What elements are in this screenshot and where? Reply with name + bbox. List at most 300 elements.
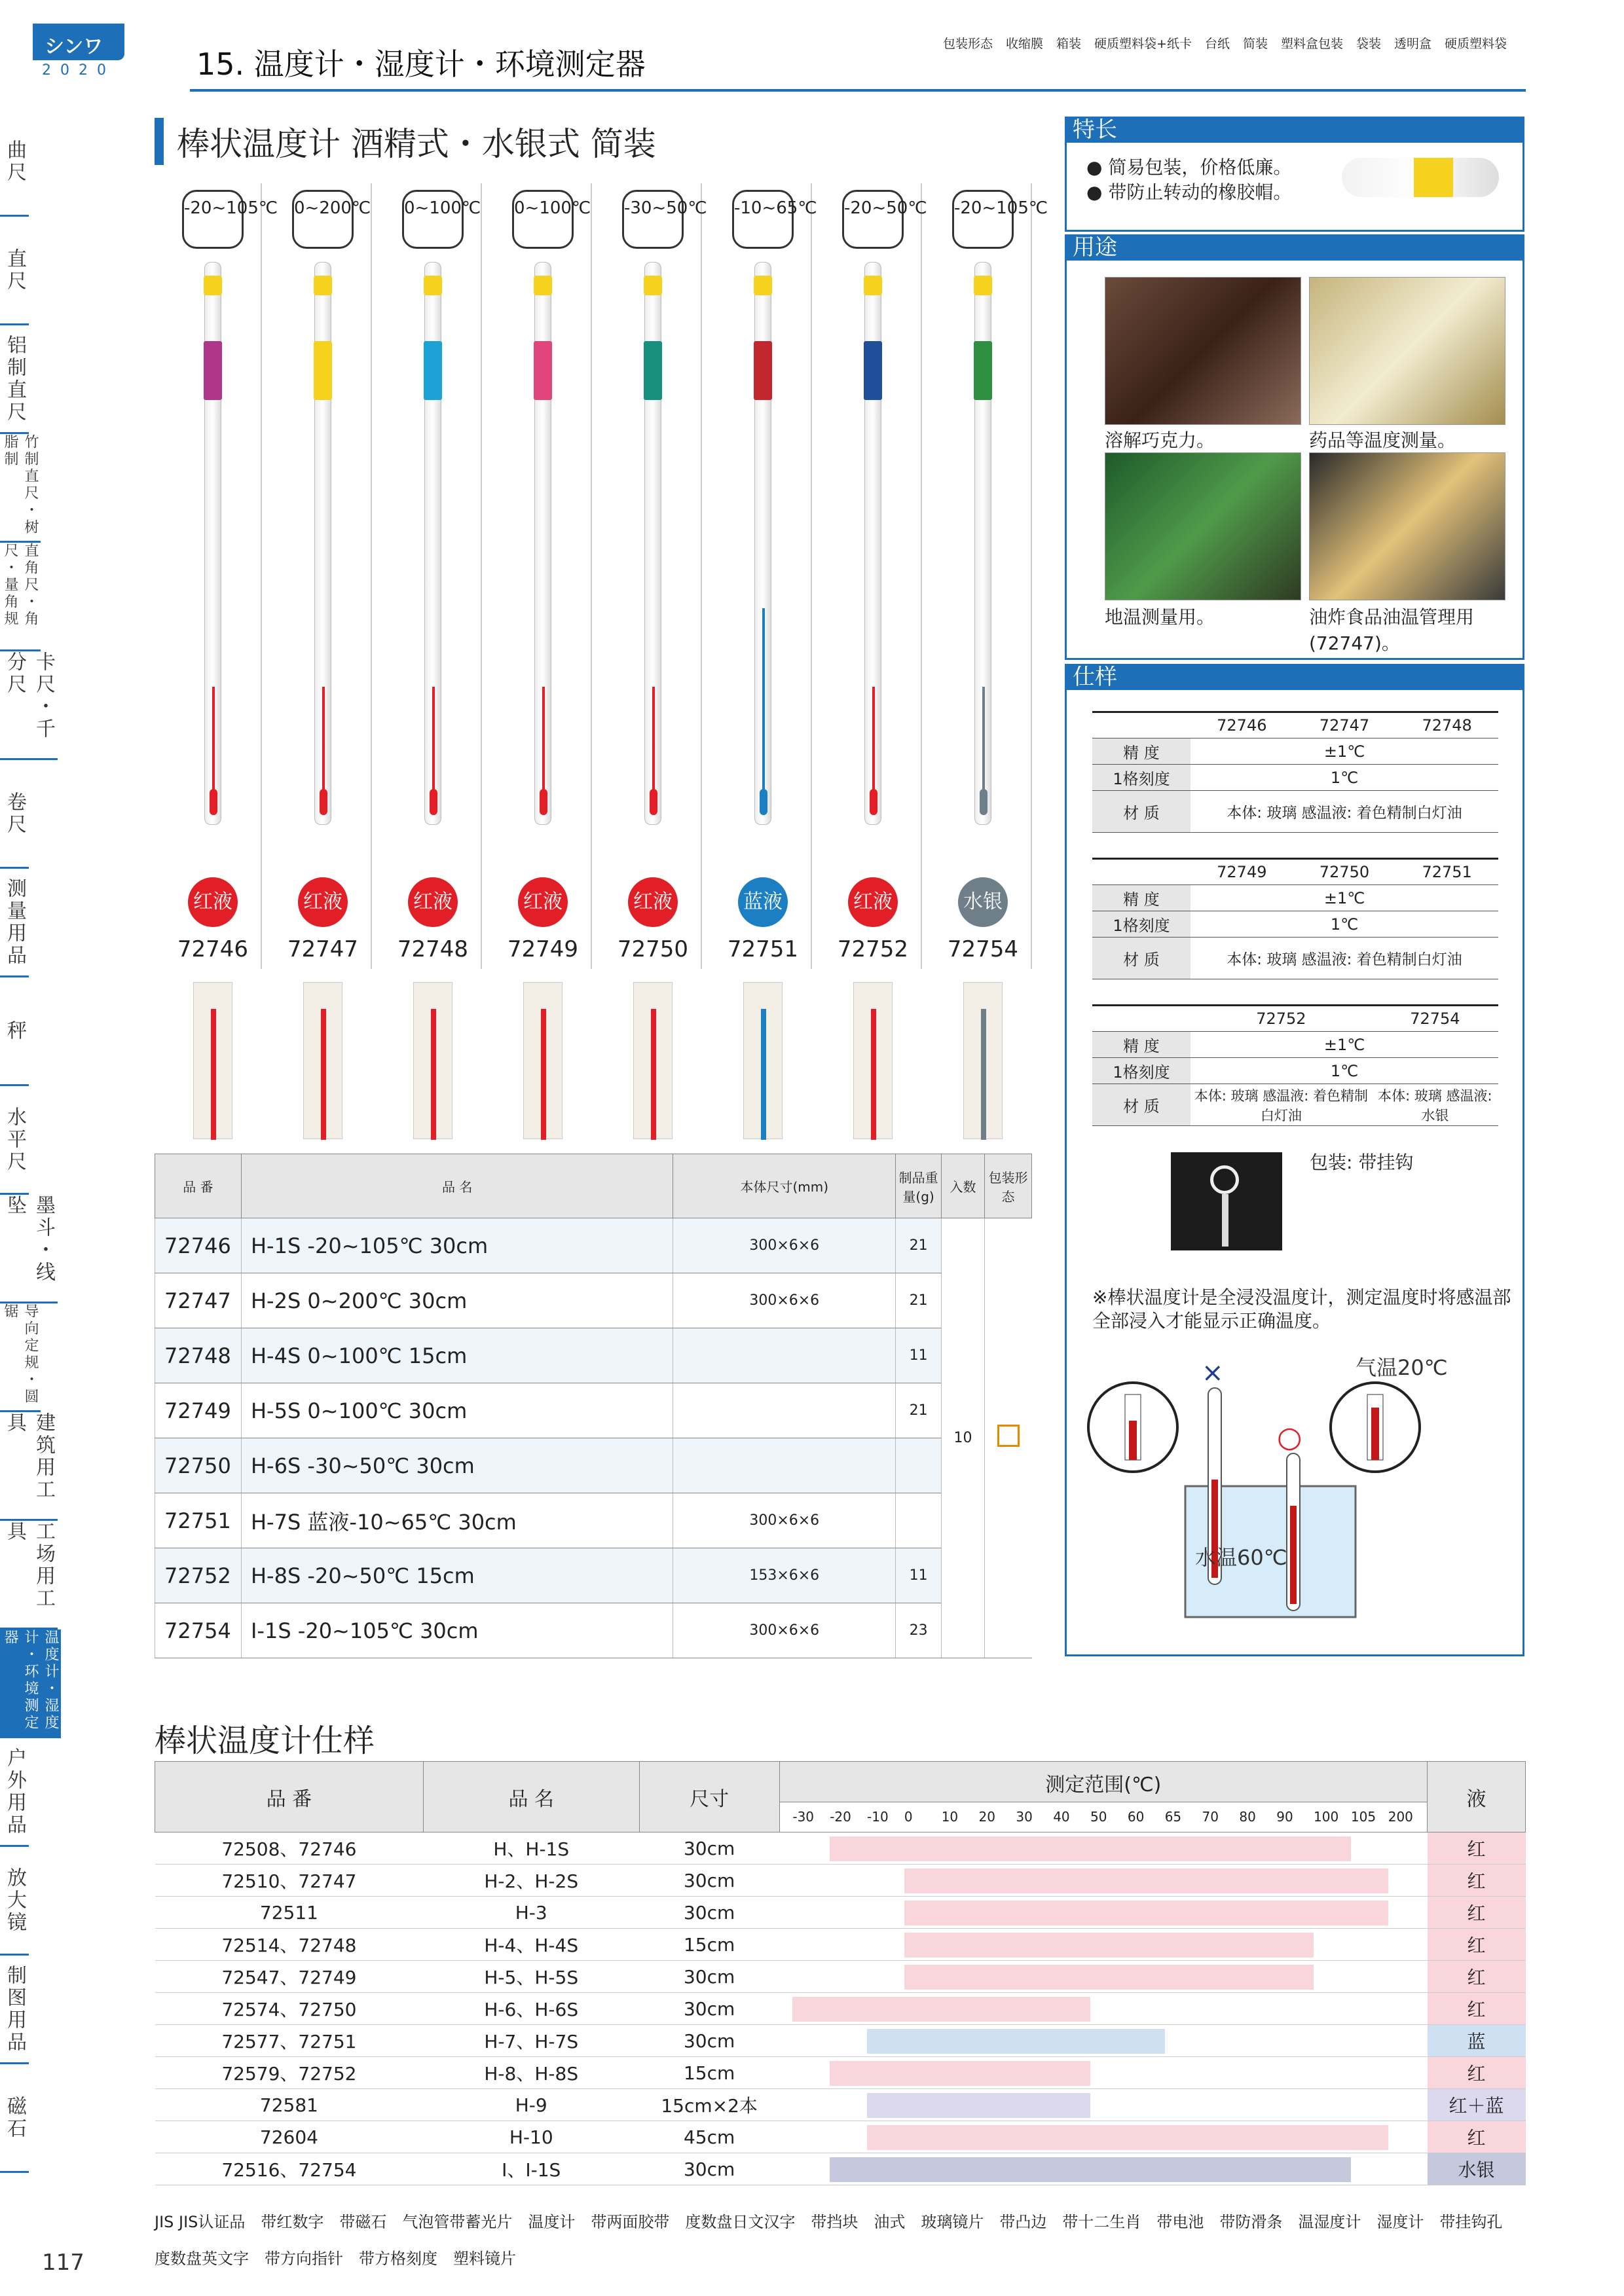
footer-legend-item: 带方格刻度 <box>359 2250 437 2268</box>
range-name: H-10 <box>423 2121 639 2153</box>
spec-table-1 <box>1092 711 1498 833</box>
range-size: 30cm <box>639 2025 779 2057</box>
range-tick: 200 <box>1388 1809 1413 1825</box>
sidebar-item[interactable]: 卡尺・千分尺 <box>0 651 58 760</box>
scale-closeup <box>743 982 783 1139</box>
range-bar <box>830 2061 1090 2086</box>
footer-legend-item: 油式 <box>874 2213 906 2231</box>
range-name: H-5、H-5S <box>423 1961 639 1993</box>
range-bar-cell <box>779 2153 1427 2185</box>
spec-value: 1℃ <box>1190 911 1498 938</box>
range-liquid: 红 <box>1428 1993 1526 2025</box>
range-row <box>155 1993 1526 2025</box>
range-size: 30cm <box>639 1832 779 1865</box>
product-row <box>155 1493 1032 1548</box>
sidebar-item[interactable]: 直尺 <box>0 217 29 325</box>
range-liquid: 红 <box>1428 1929 1526 1961</box>
range-row <box>155 2057 1526 2089</box>
range-code: 72516、72754 <box>155 2153 424 2185</box>
packaging-legend-item: 包装形态 <box>943 37 993 51</box>
range-size: 30cm <box>639 1961 779 1993</box>
range-code: 72577、72751 <box>155 2025 424 2057</box>
thermometer-item <box>824 183 927 969</box>
range-tick: -30 <box>792 1809 815 1825</box>
footer-legend-item: JIS JIS认证品 <box>155 2213 246 2231</box>
range-liquid: 红 <box>1428 1865 1526 1897</box>
range-code: 72547、72749 <box>155 1961 424 1993</box>
range-tick: 70 <box>1202 1809 1219 1825</box>
row-qty: 10 <box>942 1218 985 1658</box>
packaging-legend-item: 台纸 <box>1204 37 1230 51</box>
range-row <box>155 2121 1526 2153</box>
range-liquid: 红 <box>1428 2121 1526 2153</box>
product-code: 72751 <box>727 936 799 962</box>
spec-col: 72748 <box>1395 712 1498 738</box>
range-tick: 20 <box>978 1809 995 1825</box>
range-tick: 50 <box>1090 1809 1107 1825</box>
wrong-mark: × <box>1202 1358 1224 1388</box>
range-code: 72510、72747 <box>155 1865 424 1897</box>
thermometer-item <box>384 183 482 969</box>
footer-legend-item: 带两面胶带 <box>591 2213 670 2231</box>
sidebar-item[interactable]: 水平尺 <box>0 1086 29 1195</box>
footer-legend-item: 带方向指针 <box>265 2250 343 2268</box>
uses-heading: 用途 <box>1065 234 1524 261</box>
spec-col: 72751 <box>1395 859 1498 885</box>
features-heading: 特长 <box>1065 117 1524 143</box>
packaging-legend-item: 硬质塑料袋 <box>1445 37 1507 51</box>
packaging-legend-item: 简装 <box>1242 37 1268 51</box>
product-code: 72749 <box>507 936 579 962</box>
range-code: 72511 <box>155 1897 424 1929</box>
range-badge: -10~65℃ <box>732 190 794 249</box>
spec-value: ±1℃ <box>1190 738 1498 765</box>
col-code: 品 番 <box>155 1154 242 1218</box>
spec-col: 72754 <box>1372 1006 1498 1032</box>
row-code: 72747 <box>155 1273 242 1328</box>
immersion-diagram <box>1080 1349 1513 1637</box>
range-size: 30cm <box>639 1993 779 2025</box>
row-name: H-4S 0~100℃ 15cm <box>241 1328 673 1383</box>
range-bar <box>867 2125 1388 2150</box>
liquid-badge: 红液 <box>298 877 348 927</box>
spec-value: 本体: 玻璃 感温液: 水银 <box>1372 1084 1498 1126</box>
sidebar-item[interactable]: 竹制直尺・树脂制 <box>0 434 41 543</box>
spec-label: 精 度 <box>1092 1032 1190 1058</box>
range-row <box>155 1929 1526 1961</box>
sidebar-item[interactable]: 工场用工具 <box>0 1521 58 1630</box>
thermometer-tube <box>644 262 661 825</box>
photo-chocolate <box>1105 277 1301 425</box>
range-size: 30cm <box>639 1897 779 1929</box>
row-size <box>673 1328 896 1383</box>
hook-packing-photo <box>1171 1152 1282 1250</box>
liquid-badge: 红液 <box>848 877 898 927</box>
spec-value: 本体: 玻璃 感温液: 着色精制白灯油 <box>1190 938 1498 979</box>
row-size: 300×6×6 <box>673 1493 896 1548</box>
range-tick: 65 <box>1164 1809 1182 1825</box>
thermometer-item <box>714 183 817 969</box>
thermometer-item <box>164 183 278 969</box>
range-name: I、I-1S <box>423 2153 639 2185</box>
liquid-badge: 红液 <box>518 877 568 927</box>
range-name: H-8、H-8S <box>423 2057 639 2089</box>
row-name: H-1S -20~105℃ 30cm <box>241 1218 673 1273</box>
range-col-range: 测定范围(℃) -30 -20 -10 0 10 20 30 40 50 60 65 70 80 90 100 105 200 <box>779 1762 1427 1832</box>
feature-item: ● 带防止转动的橡胶帽。 <box>1086 181 1292 203</box>
range-tick: -20 <box>830 1809 851 1825</box>
spec-value: 本体: 玻璃 感温液: 着色精制白灯油 <box>1190 791 1498 833</box>
immersion-note: ※棒状温度计是全浸没温度计，测定温度时将感温部全部浸入才能显示正确温度。 <box>1092 1286 1511 1332</box>
thermometer-item <box>494 183 592 969</box>
row-code: 72752 <box>155 1548 242 1603</box>
spec-col: 72752 <box>1190 1006 1372 1032</box>
liquid-badge: 红液 <box>408 877 458 927</box>
range-bar-cell <box>779 1832 1427 1865</box>
range-bar <box>867 2029 1165 2054</box>
footer-legend-item: 带红数字 <box>261 2213 324 2231</box>
range-bar-cell <box>779 1961 1427 1993</box>
range-liquid: 红 <box>1428 1832 1526 1865</box>
footer-legend-item: 湿度计 <box>1376 2213 1424 2231</box>
range-badge: 0~100℃ <box>402 190 464 249</box>
row-name: H-6S -30~50℃ 30cm <box>241 1438 673 1493</box>
row-weight <box>896 1438 942 1493</box>
range-name: H-3 <box>423 1897 639 1929</box>
product-code: 72747 <box>287 936 359 962</box>
range-size: 30cm <box>639 1865 779 1897</box>
spec-value: 1℃ <box>1190 765 1498 791</box>
range-row <box>155 1865 1526 1897</box>
thermometer-cap-photo <box>1342 158 1499 197</box>
right-mark: ○ <box>1277 1421 1302 1454</box>
range-name: H-2、H-2S <box>423 1865 639 1897</box>
liquid-badge: 红液 <box>628 877 678 927</box>
range-bar <box>904 1965 1314 1990</box>
range-code: 72514、72748 <box>155 1929 424 1961</box>
sidebar-item[interactable]: 温度计・湿度计・环境测定器 <box>0 1630 61 1738</box>
range-tick: 60 <box>1127 1809 1145 1825</box>
range-size: 45cm <box>639 2121 779 2153</box>
packaging-legend-item: 袋装 <box>1356 37 1382 51</box>
air-temp-label: 气温20℃ <box>1356 1355 1448 1380</box>
spec-col: 72749 <box>1190 859 1293 885</box>
thermometer-tube <box>864 262 881 825</box>
packaging-legend-item: 塑料盒包装 <box>1281 37 1344 51</box>
pack-icon <box>985 1218 1032 1658</box>
sidebar-item[interactable]: 卷尺 <box>0 760 29 869</box>
range-row <box>155 2025 1526 2057</box>
row-size: 153×6×6 <box>673 1548 896 1603</box>
footer-legend-item: 温湿度计 <box>1298 2213 1361 2231</box>
range-tick: 0 <box>904 1809 913 1825</box>
range-size: 15cm×2本 <box>639 2089 779 2121</box>
range-badge: -20~105℃ <box>182 190 244 249</box>
row-size <box>673 1383 896 1438</box>
row-weight: 11 <box>896 1548 942 1603</box>
row-size: 300×6×6 <box>673 1218 896 1273</box>
footer-legend-item: 带挡块 <box>811 2213 858 2231</box>
range-liquid: 红 <box>1428 2057 1526 2089</box>
thermometer-item <box>604 183 707 969</box>
row-name: H-7S 蓝液-10~65℃ 30cm <box>241 1493 673 1548</box>
col-pack: 包装形态 <box>985 1154 1032 1218</box>
footer-legend <box>155 2204 1530 2277</box>
product-code: 72752 <box>837 936 909 962</box>
range-code: 72508、72746 <box>155 1832 424 1865</box>
sidebar-item[interactable]: 秤 <box>0 977 29 1086</box>
photo-frying <box>1309 452 1505 600</box>
scale-closeup <box>523 982 563 1139</box>
range-bar-cell <box>779 1897 1427 1929</box>
row-name: H-5S 0~100℃ 30cm <box>241 1383 673 1438</box>
scale-closeup <box>633 982 673 1139</box>
header-divider <box>190 89 1526 92</box>
sidebar-item[interactable]: 制图用品 <box>0 1956 29 2064</box>
row-weight: 23 <box>896 1603 942 1658</box>
row-code: 72751 <box>155 1493 242 1548</box>
row-code: 72749 <box>155 1383 242 1438</box>
range-badge: 0~100℃ <box>512 190 574 249</box>
product-code: 72748 <box>397 936 469 962</box>
sidebar-item[interactable]: 磁石 <box>0 2064 29 2173</box>
range-name: H-7、H-7S <box>423 2025 639 2057</box>
col-qty: 入数 <box>942 1154 985 1218</box>
product-code: 72750 <box>617 936 689 962</box>
row-name: H-2S 0~200℃ 30cm <box>241 1273 673 1328</box>
footer-legend-item: 塑料镜片 <box>453 2250 516 2268</box>
section-title: 棒状温度计 酒精式・水银式 简装 <box>155 118 656 165</box>
range-row <box>155 1897 1526 1929</box>
product-row <box>155 1603 1032 1658</box>
range-bar-cell <box>779 1929 1427 1961</box>
col-weight: 制品重量(g) <box>896 1154 942 1218</box>
spec-label: 材 质 <box>1092 938 1190 979</box>
range-row <box>155 2089 1526 2121</box>
range-tick: 80 <box>1239 1809 1256 1825</box>
product-row <box>155 1218 1032 1273</box>
range-bar-cell <box>779 1865 1427 1897</box>
row-name: H-8S -20~50℃ 15cm <box>241 1548 673 1603</box>
footer-legend-item: 带挂钩孔 <box>1439 2213 1503 2231</box>
range-badge: 0~200℃ <box>292 190 354 249</box>
row-code: 72746 <box>155 1218 242 1273</box>
spec-col: 72746 <box>1190 712 1293 738</box>
range-liquid: 红 <box>1428 1961 1526 1993</box>
range-bar <box>792 1997 1090 2022</box>
range-name: H、H-1S <box>423 1832 639 1865</box>
range-col-size: 尺寸 <box>639 1762 779 1832</box>
packaging-legend-item: 透明盒 <box>1394 37 1432 51</box>
caption-soil: 地温测量用。 <box>1105 606 1215 628</box>
row-code: 72748 <box>155 1328 242 1383</box>
row-weight <box>896 1493 942 1548</box>
range-name: H-4、H-4S <box>423 1929 639 1961</box>
sidebar-item[interactable]: 曲尺 <box>0 108 29 217</box>
sidebar-item[interactable]: 放大镜 <box>0 1847 29 1956</box>
col-size: 本体尺寸(mm) <box>673 1154 896 1218</box>
sidebar-item[interactable]: 铝制直尺 <box>0 325 29 434</box>
scale-closeup <box>963 982 1003 1139</box>
row-size: 300×6×6 <box>673 1603 896 1658</box>
spec-section-title: 棒状温度计仕样 <box>155 1722 375 1759</box>
range-tick: 30 <box>1016 1809 1033 1825</box>
range-tick: 105 <box>1350 1809 1376 1825</box>
range-tick: 10 <box>941 1809 959 1825</box>
range-col-name: 品 名 <box>423 1762 639 1832</box>
packaging-legend-item: 箱装 <box>1056 37 1082 51</box>
footer-legend-item: 带十二生肖 <box>1062 2213 1141 2231</box>
range-name: H-9 <box>423 2089 639 2121</box>
footer-legend-item: 带凸边 <box>999 2213 1047 2231</box>
range-bar <box>867 2093 1090 2118</box>
range-tick: 90 <box>1276 1809 1293 1825</box>
sidebar-item[interactable]: 建筑用工具 <box>0 1412 58 1521</box>
footer-legend-item: 带电池 <box>1156 2213 1204 2231</box>
range-bar <box>830 1836 1351 1861</box>
range-code: 72574、72750 <box>155 1993 424 2025</box>
packing-caption: 包装: 带挂钩 <box>1310 1152 1414 1173</box>
row-code: 72754 <box>155 1603 242 1658</box>
scale-closeup <box>853 982 893 1139</box>
spec-value: ±1℃ <box>1190 1032 1498 1058</box>
range-bar-cell <box>779 1993 1427 2025</box>
caption-frying: 油炸食品油温管理用(72747)。 <box>1309 606 1475 654</box>
range-bar-cell <box>779 2025 1427 2057</box>
range-row <box>155 2153 1526 2185</box>
product-row <box>155 1328 1032 1383</box>
brand-logo: シンワ <box>33 24 124 60</box>
feature-item: ● 简易包装，价格低廉。 <box>1086 156 1292 178</box>
range-bar <box>904 1933 1314 1958</box>
product-row <box>155 1438 1032 1493</box>
liquid-badge: 红液 <box>188 877 238 927</box>
spec-label: 材 质 <box>1092 791 1190 833</box>
spec-col: 72750 <box>1293 859 1396 885</box>
thermometer-tube <box>974 262 991 825</box>
thermometer-item <box>274 183 372 969</box>
product-row <box>155 1273 1032 1328</box>
spec-label: 1格刻度 <box>1092 911 1190 938</box>
row-weight: 21 <box>896 1383 942 1438</box>
caption-chocolate: 溶解巧克力。 <box>1105 429 1215 451</box>
range-row <box>155 1961 1526 1993</box>
spec-label: 1格刻度 <box>1092 765 1190 791</box>
range-bar-cell <box>779 2121 1427 2153</box>
spec-label: 精 度 <box>1092 885 1190 911</box>
page-number: 117 <box>42 2250 84 2276</box>
range-code: 72581 <box>155 2089 424 2121</box>
range-size: 15cm <box>639 1929 779 1961</box>
range-col-code: 品 番 <box>155 1762 424 1832</box>
range-col-liquid: 液 <box>1428 1762 1526 1832</box>
row-name: I-1S -20~105℃ 30cm <box>241 1603 673 1658</box>
sidebar-item[interactable]: 测量用品 <box>0 869 29 977</box>
range-bar <box>830 2157 1351 2182</box>
product-code: 72746 <box>177 936 249 962</box>
sidebar-item[interactable]: 直角尺・角尺・量角规 <box>0 543 41 651</box>
footer-legend-item: 温度计 <box>528 2213 576 2231</box>
col-name: 品 名 <box>241 1154 673 1218</box>
sidebar-item[interactable]: 户外用品 <box>0 1738 29 1847</box>
footer-legend-item: 带磁石 <box>339 2213 387 2231</box>
thermometer-tube <box>534 262 551 825</box>
chapter-title: 15. 温度计・湿度计・环境测定器 <box>196 46 646 82</box>
caption-chemicals: 药品等温度测量。 <box>1309 429 1456 451</box>
spec-label: 材 质 <box>1092 1084 1190 1126</box>
product-code: 72754 <box>947 936 1019 962</box>
product-table <box>155 1154 1032 1658</box>
thermometer-tube <box>424 262 441 825</box>
thermometer-tube <box>754 262 771 825</box>
spec-label: 1格刻度 <box>1092 1058 1190 1084</box>
uses-panel <box>1065 234 1524 660</box>
sidebar-item[interactable]: 墨斗・线坠 <box>0 1195 58 1303</box>
footer-legend-item: 度数盘英文字 <box>155 2250 249 2268</box>
photo-soil <box>1105 452 1301 600</box>
row-weight: 11 <box>896 1328 942 1383</box>
product-row <box>155 1383 1032 1438</box>
range-size: 30cm <box>639 2153 779 2185</box>
range-spec-table <box>155 1761 1526 2185</box>
range-tick: 40 <box>1053 1809 1070 1825</box>
footer-legend-item: 带防滑条 <box>1219 2213 1283 2231</box>
scale-closeup <box>413 982 452 1139</box>
range-code: 72604 <box>155 2121 424 2153</box>
range-bar <box>904 1901 1389 1925</box>
spec-value: ±1℃ <box>1190 885 1498 911</box>
water-temp-label: 水温60℃ <box>1195 1545 1287 1570</box>
product-row <box>155 1548 1032 1603</box>
row-size <box>673 1438 896 1493</box>
range-liquid: 蓝 <box>1428 2025 1526 2057</box>
range-tick: 100 <box>1314 1809 1339 1825</box>
range-badge: -20~105℃ <box>952 190 1014 249</box>
footer-legend-item: 玻璃镜片 <box>921 2213 984 2231</box>
range-bar <box>904 1868 1389 1893</box>
spec-table-3 <box>1092 1004 1498 1126</box>
range-size: 15cm <box>639 2057 779 2089</box>
spec-value: 1℃ <box>1190 1058 1498 1084</box>
range-tick: -10 <box>867 1809 889 1825</box>
row-size: 300×6×6 <box>673 1273 896 1328</box>
scale-closeup <box>303 982 342 1139</box>
photo-chemicals <box>1309 277 1505 425</box>
spec-table-2 <box>1092 858 1498 979</box>
footer-legend-item: 气泡管带蓄光片 <box>402 2213 513 2231</box>
spec-heading: 仕样 <box>1065 664 1524 690</box>
row-weight: 21 <box>896 1218 942 1273</box>
range-bar-cell <box>779 2057 1427 2089</box>
liquid-badge: 水银 <box>958 877 1008 927</box>
thermometer-tube <box>314 262 331 825</box>
spec-value: 本体: 玻璃 感温液: 着色精制白灯油 <box>1190 1084 1372 1126</box>
sidebar-item[interactable]: 导向定规・圆锯 <box>0 1303 41 1412</box>
range-liquid: 水银 <box>1428 2153 1526 2185</box>
packaging-legend-item: 收缩膜 <box>1006 37 1044 51</box>
range-liquid: 红＋蓝 <box>1428 2089 1526 2121</box>
range-liquid: 红 <box>1428 1897 1526 1929</box>
brand-year: 2020 <box>42 62 115 79</box>
packaging-legend <box>943 31 1532 56</box>
spec-label: 精 度 <box>1092 738 1190 765</box>
spec-col: 72747 <box>1293 712 1396 738</box>
features-panel <box>1065 117 1524 232</box>
range-badge: -20~50℃ <box>842 190 904 249</box>
range-row <box>155 1832 1526 1865</box>
thermometer-item <box>934 183 1048 969</box>
row-code: 72750 <box>155 1438 242 1493</box>
